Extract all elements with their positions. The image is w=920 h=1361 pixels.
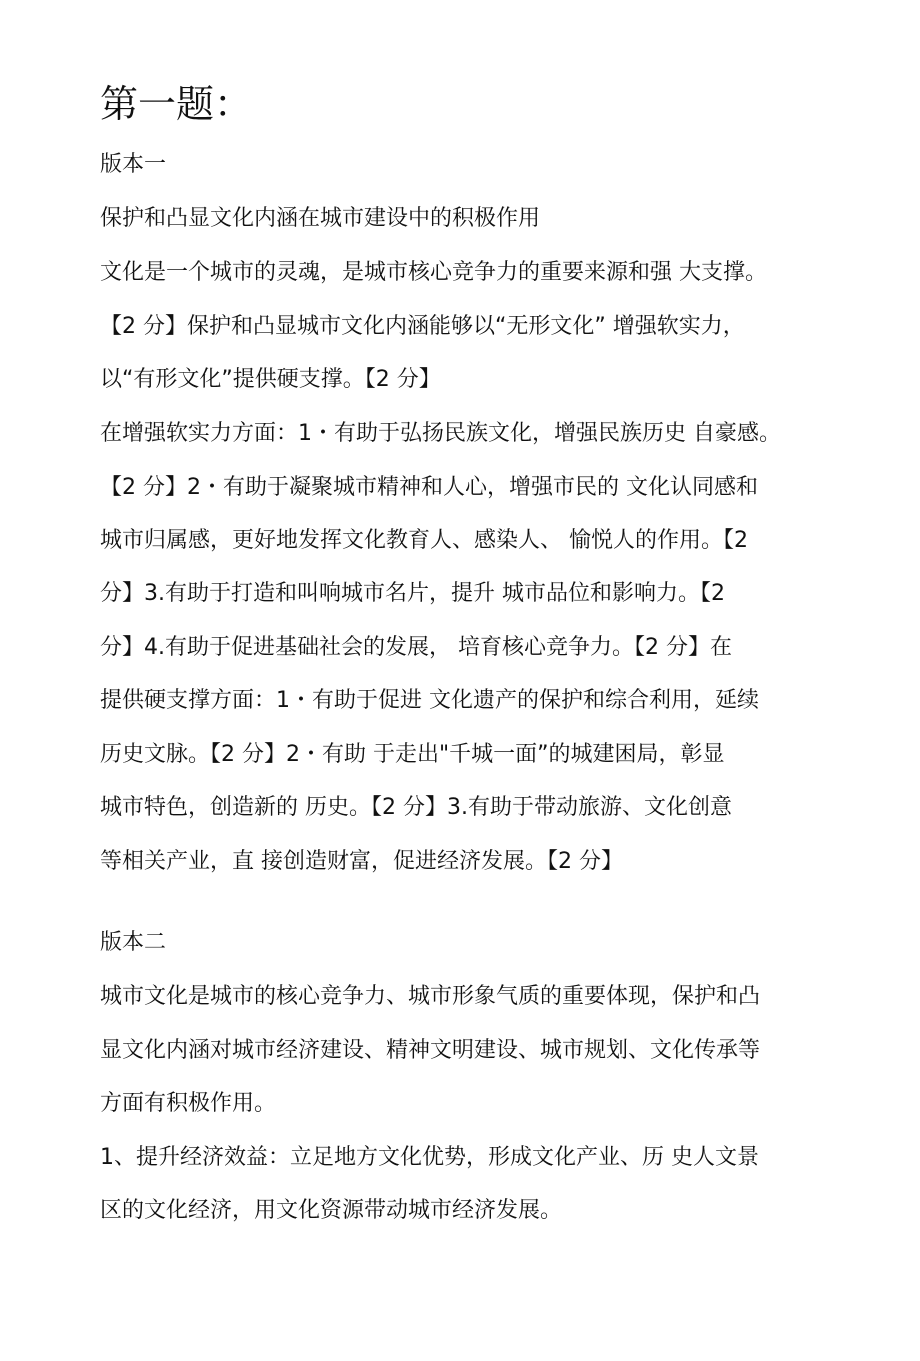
paragraph-line: 显文化内涵对城市经济建设、精神文明建设、城市规划、文化传承等	[100, 1038, 761, 1063]
page-title: 第一题：	[100, 82, 253, 126]
paragraph-line: 城市特色，创造新的 历史。【2 分】3.有助于带动旅游、文化创意	[100, 795, 732, 820]
paragraph-line: 【2 分】保护和凸显城市文化内涵能够以“无形文化” 增强软实力，	[100, 314, 745, 339]
paragraph-line: 【2 分】2・有助于凝聚城市精神和人心，增强市民的 文化认同感和	[100, 475, 758, 500]
paragraph-line: 等相关产业，直 接创造财富，促进经济发展。【2 分】	[100, 849, 623, 874]
paragraph-line: 历史文脉。【2 分】2・有助 于走出"千城一面”的城建困局，彰显	[100, 742, 725, 767]
paragraph-line: 区的文化经济，用文化资源带动城市经济发展。	[100, 1198, 563, 1223]
paragraph-line: 文化是一个城市的灵魂，是城市核心竞争力的重要来源和强 大支撑。	[100, 260, 767, 285]
paragraph-line: 城市归属感，更好地发挥文化教育人、感染人、 愉悦人的作用。【2	[100, 528, 748, 553]
paragraph-line: 在增强软实力方面：1・有助于弘扬民族文化，增强民族历史 自豪感。	[100, 421, 781, 446]
paragraph-line: 提供硬支撑方面：1・有助于促进 文化遗产的保护和综合利用，延续	[100, 688, 759, 713]
version-one-label: 版本一	[100, 152, 167, 177]
version-one-heading: 保护和凸显文化内涵在城市建设中的积极作用	[100, 206, 541, 231]
paragraph-line: 以“有形文化”提供硬支撑。【2 分】	[100, 367, 441, 392]
paragraph-line: 分】3.有助于打造和叫响城市名片，提升 城市品位和影响力。【2	[100, 581, 725, 606]
paragraph-line: 城市文化是城市的核心竞争力、城市形象气质的重要体现，保护和凸	[100, 984, 761, 1009]
paragraph-line: 1、提升经济效益：立足地方文化优势，形成文化产业、历 史人文景	[100, 1145, 759, 1170]
paragraph-line: 方面有积极作用。	[100, 1091, 277, 1116]
paragraph-line: 分】4.有助于促进基础社会的发展， 培育核心竞争力。【2 分】在	[100, 635, 732, 660]
version-two-label: 版本二	[100, 930, 167, 955]
